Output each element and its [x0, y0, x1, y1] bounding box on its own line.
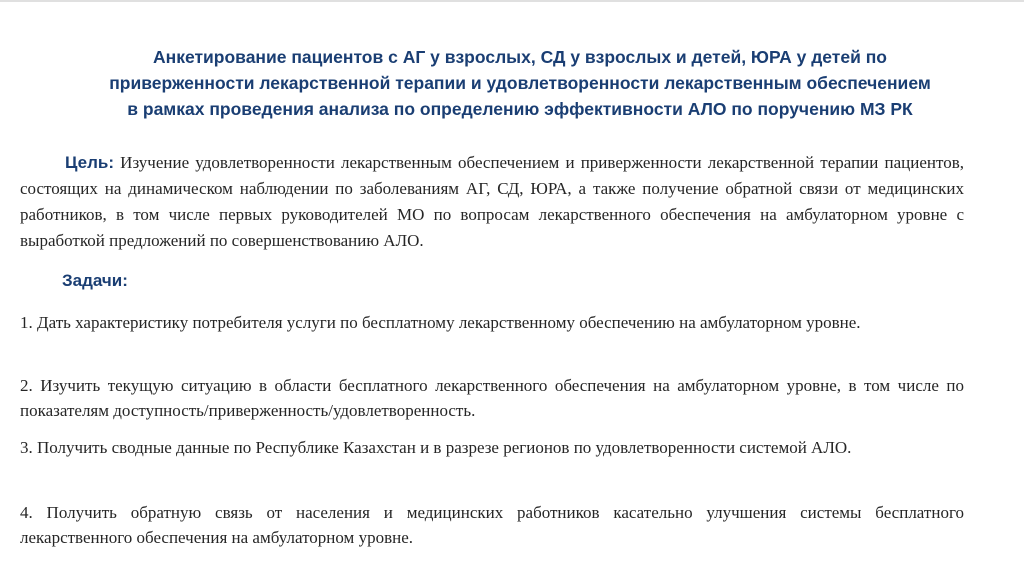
top-divider	[0, 0, 1024, 2]
title-line: приверженности лекарственной терапии и удовлетворенности лекарственным обеспечением	[109, 73, 931, 93]
title-line: Анкетирование пациентов с АГ у взрослых, СД у взрослых и детей, ЮРА у детей по	[152, 47, 887, 67]
slide-title	[40, 44, 1000, 122]
goal-paragraph	[20, 150, 964, 254]
task-item: 1. Дать характеристику потребителя услуги по бесплатному лекарственному обеспечению на амбулаторном уровне.	[20, 313, 861, 332]
task-item: 2. Изучить текущую ситуацию в области бесплатного лекарственного обеспечения на амбулаторном уровне, в том числе по показателям доступность/приверженность/удовлетворенность.	[20, 376, 964, 420]
tasks-heading: Задачи:	[62, 271, 128, 290]
task-item: 3. Получить сводные данные по Республике Казахстан и в разрезе регионов по удовлетворенности системой АЛО.	[20, 438, 852, 457]
goal-text: Изучение удовлетворенности лекарственным обеспечением и приверженности лекарственной терапии пациентов, состоящих на динамическом наблюдении по заболеваниям АГ, СД, ЮРА, а также получение обратной связи от медицинских работников, в том числе первых руководителей МО по вопросам лекарственного обеспечения на амбулаторном уровне с выработкой предложений по совершенствованию АЛО.	[20, 153, 964, 250]
task-item: 4. Получить обратную связь от населения и медицинских работников касательно улучшения системы бесплатного лекарственного обеспечения на амбулаторном уровне.	[20, 503, 964, 547]
title-line: в рамках проведения анализа по определению эффективности АЛО по поручению МЗ РК	[127, 99, 913, 119]
goal-label: Цель:	[65, 153, 114, 172]
